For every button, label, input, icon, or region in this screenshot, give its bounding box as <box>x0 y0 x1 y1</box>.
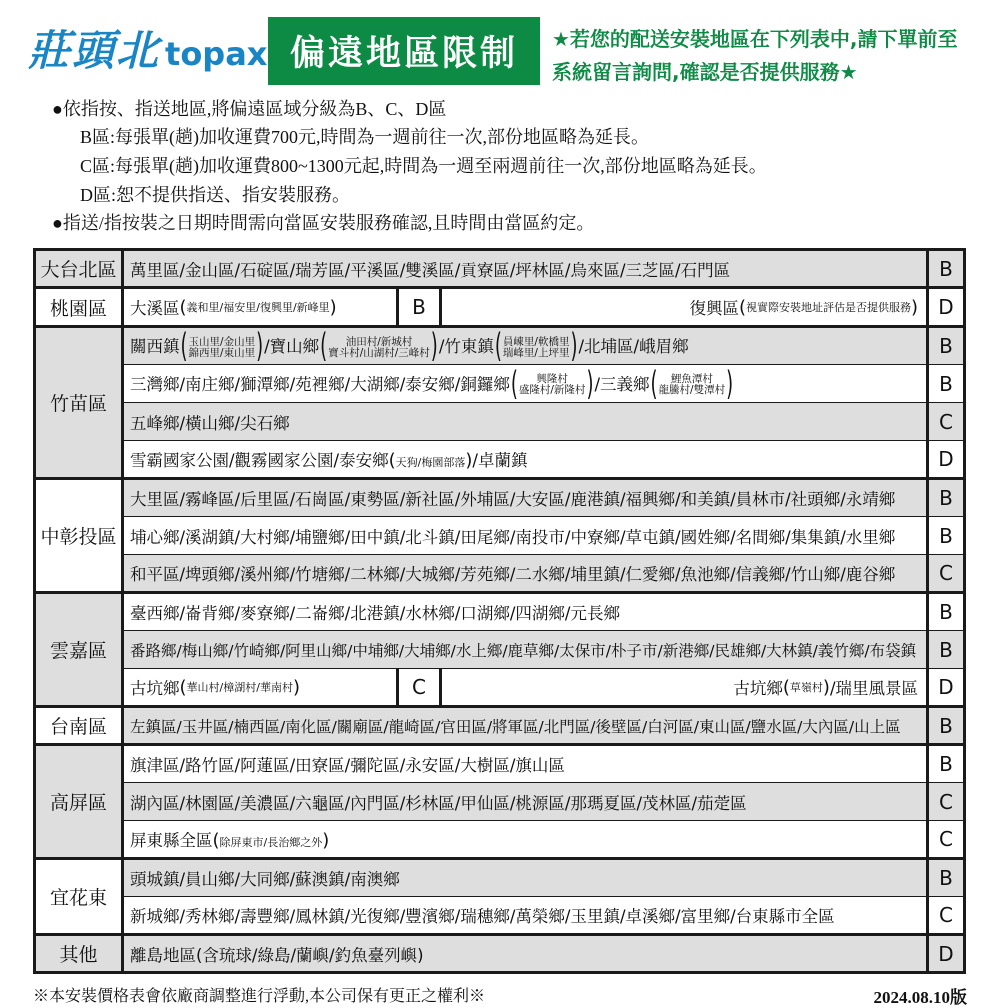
brand-logo-english: topax <box>165 35 268 73</box>
region-label: 宜花東 <box>35 859 123 935</box>
note-line: ●指送/指按裝之日期時間需向當區安裝服務確認,且時間由當區約定。 <box>52 213 595 233</box>
table-row <box>35 745 965 783</box>
area-subnote: 草嶺村 <box>789 681 823 694</box>
table-row <box>35 859 965 897</box>
grade-cell: C <box>928 897 965 935</box>
areas-cell <box>123 783 928 821</box>
area-text: 頭城鎮/員山鄉/大同鄉/蘇澳鎮/南澳鄉 <box>130 870 400 889</box>
brand-logo <box>28 18 267 78</box>
header-notice-line2: 系統留言詢問,確認是否提供服務★ <box>552 60 858 84</box>
areas-cell <box>123 593 928 631</box>
area-text: 臺西鄉/崙背鄉/麥寮鄉/二崙鄉/北港鎮/水林鄉/口湖鄉/四湖鄉/元長鄉 <box>130 604 620 623</box>
grade-cell: B <box>928 517 965 555</box>
region-label: 中彰投區 <box>35 479 123 593</box>
area-text: /卓蘭鎮 <box>472 451 528 470</box>
region-label: 竹苗區 <box>35 327 123 479</box>
grade-cell: D <box>928 441 965 479</box>
village-stack: 員崠里/軟橋里 瑞峰里/上坪里 <box>502 335 570 359</box>
page-header <box>0 0 1000 92</box>
table-row <box>35 935 965 973</box>
areas-cell: 大溪區 ( 義和里/福安里/復興里/新峰里 ) B 復興區 ( 視實際安裝地址評估是否提供服務 ) <box>123 288 928 327</box>
table-row <box>35 517 965 555</box>
region-label: 高屏區 <box>35 745 123 859</box>
areas-cell <box>123 631 928 669</box>
table-row <box>35 441 965 479</box>
disclaimer-text: ※本安裝價格表會依廠商調整進行浮動,本公司保有更正之權利※ <box>33 988 486 1005</box>
grade-badge: C <box>396 669 442 705</box>
grade-cell: B <box>928 859 965 897</box>
area-text: 新城鄉/秀林鄉/壽豐鄉/鳳林鎮/光復鄉/豐濱鄉/瑞穗鄉/萬榮鄉/玉里鎮/卓溪鄉/富里鄉/台東縣市全區 <box>130 907 835 926</box>
table-row <box>35 821 965 859</box>
areas-cell: 三灣鄉/南庄鄉/獅潭鄉/苑裡鄉/大湖鄉/泰安鄉/銅鑼鄉( 興隆村 盛隆村/新隆村 )/三義鄉( 鯉魚潭村 龍騰村/雙潭村 ) <box>123 365 928 403</box>
grade-cell: B <box>928 593 965 631</box>
area-text: 關西鎮 <box>130 337 180 357</box>
region-label: 其他 <box>35 935 123 973</box>
areas-cell <box>123 403 928 441</box>
region-label: 台南區 <box>35 707 123 745</box>
grade-cell: C <box>928 555 965 593</box>
table-row <box>35 783 965 821</box>
grade-cell: D <box>928 288 965 327</box>
table-row <box>35 365 965 403</box>
area-subnote: 義和里/福安里/復興里/新峰里 <box>186 301 330 314</box>
areas-cell: 屏東縣全區(除屏東市/長治鄉之外) <box>123 821 928 859</box>
grade-cell: B <box>928 707 965 745</box>
page-footer <box>33 983 967 1008</box>
areas-cell <box>123 935 928 973</box>
table-row <box>35 479 965 517</box>
header-notice <box>552 23 958 89</box>
region-table-body <box>35 250 965 973</box>
areas-cell <box>123 555 928 593</box>
table-row <box>35 250 965 288</box>
areas-cell <box>123 897 928 935</box>
area-text: 左鎮區/玉井區/楠西區/南化區/關廟區/龍崎區/官田區/將軍區/北門區/後壁區/白河區/東山區/鹽水區/大內區/山上區 <box>130 717 901 736</box>
region-label: 大台北區 <box>35 250 123 288</box>
area-text: /北埔區/峨眉鄉 <box>578 337 689 357</box>
area-text: /寶山鄉 <box>264 337 320 357</box>
grade-cell: B <box>928 365 965 403</box>
areas-cell <box>123 859 928 897</box>
area-text: 古坑鄉 <box>130 679 180 698</box>
grade-cell: C <box>928 403 965 441</box>
area-text: /三義鄉 <box>594 374 650 394</box>
areas-cell <box>123 250 928 288</box>
note-line: ●依指按、指送地區,將偏遠區域分級為B、C、D區 <box>52 99 447 119</box>
grade-cell: D <box>928 935 965 973</box>
area-subnote: 除屏東市/長治鄉之外 <box>219 836 323 849</box>
header-notice-line1: ★若您的配送安裝地區在下列表中,請下單前至 <box>552 27 958 51</box>
areas-cell <box>123 745 928 783</box>
areas-cell <box>123 479 928 517</box>
area-text: 旗津區/路竹區/阿蓮區/田寮區/彌陀區/永安區/大樹區/旗山區 <box>130 756 565 775</box>
region-label: 桃園區 <box>35 288 123 327</box>
area-text: 湖內區/林園區/美濃區/六龜區/內門區/杉林區/甲仙區/桃源區/那瑪夏區/茂林區/茄萣區 <box>130 793 747 813</box>
area-text: 離島地區(含琉球/綠島/蘭嶼/釣魚臺列嶼) <box>130 945 424 965</box>
areas-cell: 古坑鄉 ( 華山村/樟湖村/華南村 ) C 古坑鄉 ( 草嶺村 ) /瑞里風景區 <box>123 669 928 707</box>
region-table <box>33 248 966 974</box>
table-row <box>35 555 965 593</box>
note-line-c: C區:每張單(趟)加收運費800~1300元起,時間為一週至兩週前往一次,部份地區略為延長。 <box>80 156 767 176</box>
grade-cell: D <box>928 669 965 707</box>
area-text: 屏東縣全區 <box>130 831 213 850</box>
area-text: 萬里區/金山區/石碇區/瑞芳區/平溪區/雙溪區/貢寮區/坪林區/烏來區/三芝區/石門區 <box>130 260 731 280</box>
areas-cell: 雪霸國家公園/觀霧國家公園/泰安鄉(天狗/梅園部落)/卓蘭鎮 <box>123 441 928 479</box>
table-row <box>35 593 965 631</box>
areas-cell <box>123 517 928 555</box>
area-text: 埔心鄉/溪湖鎮/大村鄉/埔鹽鄉/田中鎮/北斗鎮/田尾鄉/南投市/中寮鄉/草屯鎮/國姓鄉/名間鄉/集集鎮/水里鄉 <box>130 527 896 547</box>
grade-cell: B <box>928 327 965 365</box>
areas-cell: 關西鎮( 玉山里/金山里 錦西里/東山里 )/寶山鄉( 油田村/新城村 寶斗村/山湖村/三峰村 )/竹東鎮( 員崠里/軟橋里 瑞峰里/上坪里 )/北埔區/峨眉鄉 <box>123 327 928 365</box>
title-badge: 偏遠地區限制 <box>268 17 540 85</box>
grade-cell: B <box>928 631 965 669</box>
grade-cell: B <box>928 479 965 517</box>
area-text: 大溪區 <box>130 299 180 318</box>
area-text: 古坑鄉 <box>733 679 783 698</box>
table-row <box>35 707 965 745</box>
note-line-b: B區:每張單(趟)加收運費700元,時間為一週前往一次,部份地區略為延長。 <box>80 127 649 147</box>
area-text: 雪霸國家公園/觀霧國家公園/泰安鄉 <box>130 451 389 470</box>
table-row <box>35 403 965 441</box>
table-row <box>35 327 965 365</box>
table-row <box>35 897 965 935</box>
area-text: 五峰鄉/橫山鄉/尖石鄉 <box>130 413 290 433</box>
area-subnote: 華山村/樟湖村/華南村 <box>186 681 293 694</box>
area-text: 番路鄉/梅山鄉/竹崎鄉/阿里山鄉/中埔鄉/大埔鄉/水上鄉/鹿草鄉/太保市/朴子市/新港鄉/民雄鄉/大林鎮/義竹鄉/布袋鎮 <box>130 641 917 660</box>
grade-cell: B <box>928 250 965 288</box>
area-text: /瑞里風景區 <box>829 679 918 698</box>
area-text: 復興區 <box>689 299 739 318</box>
table-row <box>35 631 965 669</box>
areas-cell <box>123 707 928 745</box>
notes-section <box>52 96 1000 237</box>
version-date: 2024.08.10版 <box>873 988 967 1007</box>
grade-badge: B <box>396 289 442 325</box>
village-stack: 油田村/新城村 寶斗村/山湖村/三峰村 <box>328 335 430 359</box>
area-subnote: 視實際安裝地址評估是否提供服務 <box>745 301 911 314</box>
area-text: 大里區/霧峰區/后里區/石崗區/東勢區/新社區/外埔區/大安區/鹿港鎮/福興鄉/和美鎮/員林市/社頭鄉/永靖鄉 <box>130 490 896 509</box>
area-text: /竹東鎮 <box>438 337 494 357</box>
area-text: 和平區/埤頭鄉/溪州鄉/竹塘鄉/二林鄉/大城鄉/芳苑鄉/二水鄉/埔里鎮/仁愛鄉/魚池鄉/信義鄉/竹山鄉/鹿谷鄉 <box>130 565 896 584</box>
region-label: 雲嘉區 <box>35 593 123 707</box>
village-stack: 興隆村 盛隆村/新隆村 <box>518 373 586 397</box>
grade-cell: C <box>928 821 965 859</box>
brand-logo-chinese: 莊頭北 <box>28 26 161 75</box>
grade-cell: C <box>928 783 965 821</box>
area-subnote: 天狗/梅園部落 <box>395 456 466 469</box>
village-stack: 玉山里/金山里 錦西里/東山里 <box>188 335 256 359</box>
table-row <box>35 669 965 707</box>
table-row <box>35 288 965 327</box>
village-stack: 鯉魚潭村 龍騰村/雙潭村 <box>658 373 726 397</box>
area-text: 三灣鄉/南庄鄉/獅潭鄉/苑裡鄉/大湖鄉/泰安鄉/銅鑼鄉 <box>130 374 510 394</box>
grade-cell: B <box>928 745 965 783</box>
note-line-d: D區:恕不提供指送、指安裝服務。 <box>80 185 350 205</box>
